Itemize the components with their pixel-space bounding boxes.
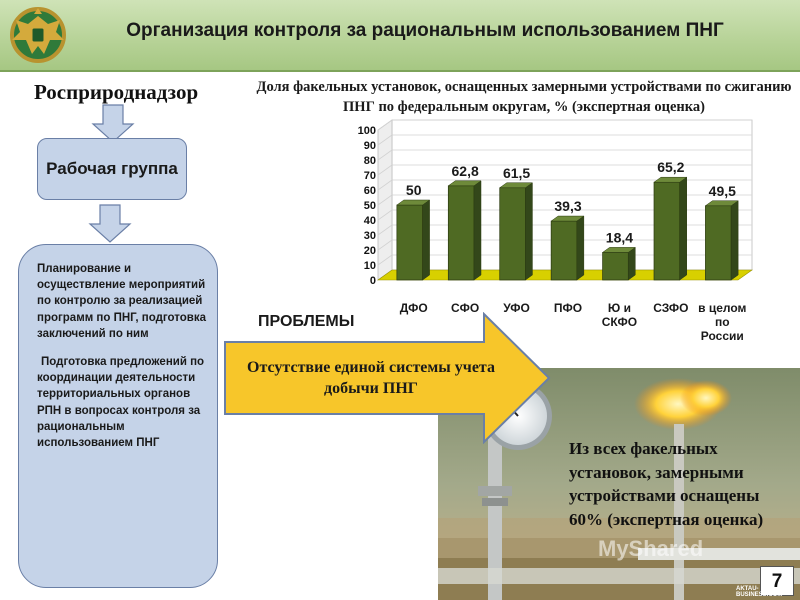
working-group-box <box>37 138 187 200</box>
photo-caption: Из всех факельных установок, замерными устройствами оснащены 60% (экспертная оценка) <box>569 439 764 529</box>
y-tick-label: 10 <box>363 260 376 272</box>
bar <box>500 183 533 280</box>
y-tick-label: 0 <box>369 275 376 287</box>
y-tick-label: 30 <box>363 230 376 242</box>
bar-value-label: 39,3 <box>554 198 582 215</box>
page-number: 7 <box>760 566 794 596</box>
y-tick-label: 70 <box>363 170 376 182</box>
bar <box>551 216 584 280</box>
bar <box>448 181 481 280</box>
header-bar <box>0 0 800 72</box>
bar <box>654 177 687 280</box>
tasks-box <box>18 244 218 588</box>
y-tick-label: 100 <box>357 125 376 137</box>
bar-value-label: 65,2 <box>657 159 685 176</box>
working-group-label: Рабочая группа <box>46 159 178 178</box>
chart-title: Доля факельных установок, оснащенных замерными устройствами по сжиганию ПНГ по федеральным округам, % (экспертная оценка) <box>256 79 792 115</box>
x-tick-label: УФО <box>503 301 530 315</box>
problem-text: Отсутствие единой системы учета добычи ПНГ <box>247 359 495 397</box>
y-tick-label: 90 <box>363 140 376 152</box>
x-tick-label: ПФО <box>553 301 583 315</box>
problems-label: ПРОБЛЕМЫ <box>258 313 355 330</box>
bar <box>397 200 430 280</box>
bar <box>603 247 636 280</box>
bar-value-label: 62,8 <box>451 162 479 179</box>
y-tick-label: 80 <box>363 155 376 167</box>
bar-value-label: 61,5 <box>502 164 531 181</box>
page-title: Организация контроля за рациональным использованием ПНГ <box>126 20 724 41</box>
x-tick-label: Ю и СКФО <box>601 301 638 329</box>
y-tick-label: 50 <box>363 200 376 212</box>
task-item: Планирование и осуществление мероприятий по контролю за реализацией программ по ПНГ, подготовка заключений по ним <box>37 263 206 340</box>
y-tick-label: 60 <box>363 185 376 197</box>
bar <box>705 201 738 280</box>
double-headed-eagle-emblem-icon <box>2 2 74 68</box>
x-tick-label: ДФО <box>399 301 428 315</box>
x-tick-label: СФО <box>451 301 480 315</box>
y-tick-label: 40 <box>363 215 376 227</box>
bar-value-label: 18,4 <box>605 229 634 246</box>
x-tick-label: в целом по России <box>698 301 747 343</box>
site-tag: AKTAU-BUSINESS.COM <box>736 586 783 598</box>
y-tick-label: 20 <box>363 245 376 257</box>
task-item: Подготовка предложений по координации деятельности территориальных органов РПН в вопросах контроля за рациональным использованием ПНГ <box>37 356 205 450</box>
bar-value-label: 50 <box>405 182 422 198</box>
org-name: Росприроднадзор <box>34 80 199 104</box>
watermark-text: MyShared <box>598 536 704 561</box>
bar-value-label: 49,5 <box>708 182 736 199</box>
x-tick-label: СЗФО <box>653 301 689 315</box>
down-arrow-icon <box>88 204 132 244</box>
